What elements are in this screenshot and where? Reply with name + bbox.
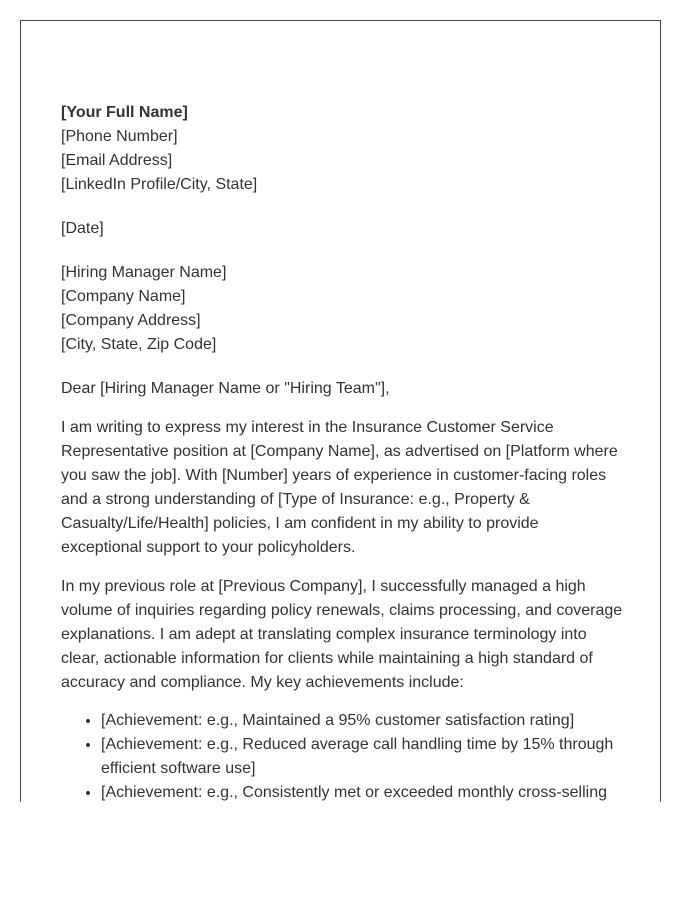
letter-body: [61, 101, 623, 802]
recipient-company: [Company Name]: [61, 288, 186, 305]
body-paragraph: I am writing to express my interest in the Insurance Customer Service Representative position at [Company Name], as advertised on [Platform where you saw the job]. With [Number] years of experience in customer-facing roles and a strong understanding of [Type of Insurance: e.g., Property & Casualty/Life/Health] policies, I am confident in my ability to provide exceptional support to your policyholders.: [61, 419, 618, 556]
recipient-block: [61, 261, 623, 357]
recipient-city-state-zip: [City, State, Zip Code]: [61, 336, 217, 353]
salutation: Dear [Hiring Manager Name or "Hiring Team"],: [61, 380, 390, 397]
achievement-item: • [Achievement: e.g., Consistently met or exceeded monthly cross-selling: [101, 781, 623, 802]
achievements-list: [61, 709, 623, 802]
letter-date: [Date]: [61, 220, 104, 237]
sender-block: [61, 101, 623, 197]
letter-page: [20, 20, 661, 802]
recipient-name: [Hiring Manager Name]: [61, 264, 227, 281]
achievement-item: • [Achievement: e.g., Reduced average call handling time by 15% through efficient software use]: [101, 733, 623, 781]
sender-name: [Your Full Name]: [61, 104, 188, 121]
date-block: [61, 217, 623, 241]
recipient-address: [Company Address]: [61, 312, 201, 329]
sender-linkedin-location: [LinkedIn Profile/City, State]: [61, 176, 258, 193]
body-paragraph: In my previous role at [Previous Company], I successfully managed a high volume of inquiries regarding policy renewals, claims processing, and coverage explanations. I am adept at translating complex insurance terminology into clear, actionable information for clients while maintaining a high standard of accuracy and compliance. My key achievements include:: [61, 578, 623, 691]
sender-phone: [Phone Number]: [61, 128, 178, 145]
sender-email: [Email Address]: [61, 152, 173, 169]
achievement-item: • [Achievement: e.g., Maintained a 95% customer satisfaction rating]: [101, 709, 623, 733]
